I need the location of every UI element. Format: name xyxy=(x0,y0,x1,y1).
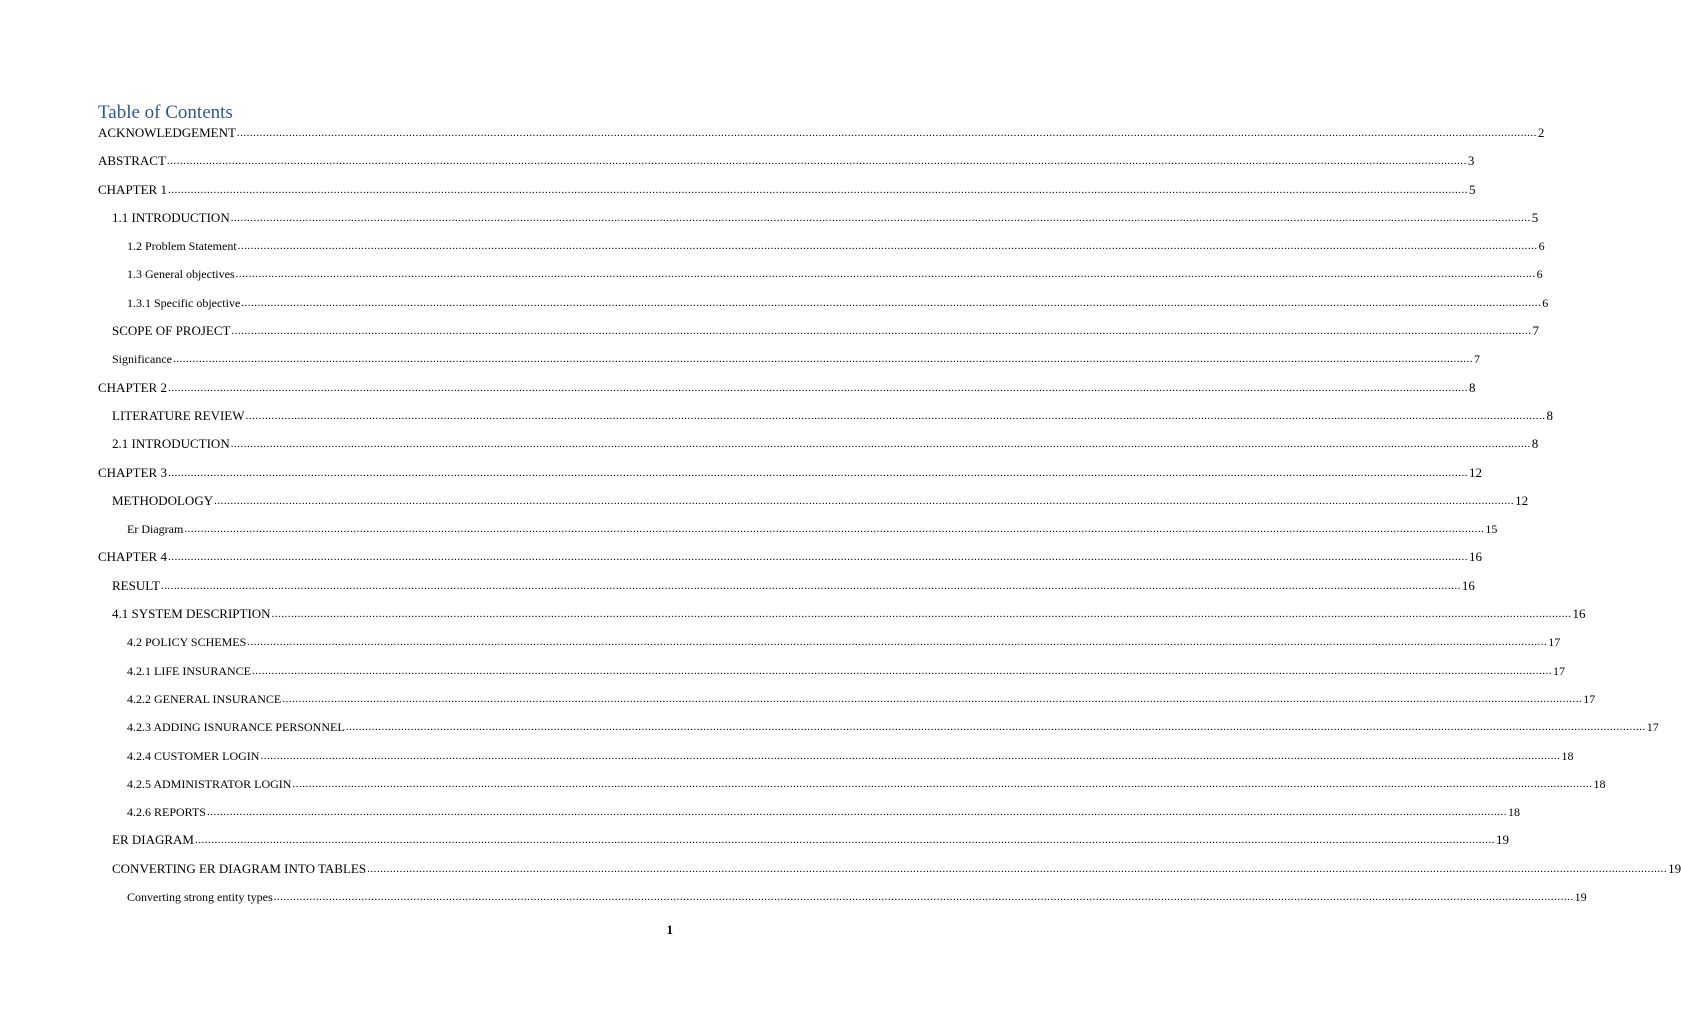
toc-entry-page: 12 xyxy=(1468,464,1482,480)
toc-entry[interactable] xyxy=(98,209,1539,237)
toc-entry-text: 4.2.2 GENERAL INSURANCE xyxy=(127,691,282,706)
toc-entry-page: 6 xyxy=(1536,267,1543,282)
toc-entry[interactable] xyxy=(98,152,1475,180)
toc-entry-page: 18 xyxy=(1561,748,1574,763)
dot-leader: ................................................................................................................................................................................................................................................................................................................................................................................................................ xyxy=(247,636,1548,649)
toc-entry-page: 18 xyxy=(1507,805,1520,820)
toc-entry-page: 8 xyxy=(1468,379,1476,395)
toc-entry[interactable] xyxy=(98,577,1475,605)
toc-title: Table of Contents xyxy=(98,102,233,123)
toc-entry-page: 16 xyxy=(1461,577,1475,593)
toc-entry[interactable] xyxy=(98,605,1586,633)
toc-entry-page: 16 xyxy=(1468,549,1482,565)
toc-entry-text: 1.3 General objectives xyxy=(127,267,235,282)
toc-entry-text: LITERATURE REVIEW xyxy=(112,407,245,423)
dot-leader: ................................................................................................................................................................................................................................................................................................................................................................................................................ xyxy=(231,325,1532,338)
dot-leader: ................................................................................................................................................................................................................................................................................................................................................................................................................ xyxy=(235,268,1536,281)
toc-entry[interactable] xyxy=(98,407,1554,435)
toc-entry-page: 19 xyxy=(1495,832,1509,848)
dot-leader: ................................................................................................................................................................................................................................................................................................................................................................................................................ xyxy=(194,834,1495,847)
toc-entry[interactable] xyxy=(98,633,1561,661)
dot-leader: ................................................................................................................................................................................................................................................................................................................................................................................................................ xyxy=(273,891,1574,904)
toc-entry-page: 18 xyxy=(1593,776,1606,791)
toc-entry[interactable] xyxy=(98,435,1539,463)
toc-entry-text: CONVERTING ER DIAGRAM INTO TABLES xyxy=(112,860,367,876)
toc-entry[interactable] xyxy=(98,718,1659,746)
toc-entry-text: 1.3.1 Specific objective xyxy=(127,295,241,310)
toc-entry-text: 4.1 SYSTEM DESCRIPTION xyxy=(112,606,271,622)
dot-leader: ................................................................................................................................................................................................................................................................................................................................................................................................................ xyxy=(206,806,1507,819)
toc-list xyxy=(98,124,1681,916)
toc-entry[interactable] xyxy=(98,690,1596,718)
toc-entry-text: 1.2 Problem Statement xyxy=(127,239,237,254)
toc-entry-text: CHAPTER 3 xyxy=(98,464,167,480)
toc-entry[interactable] xyxy=(98,860,1681,888)
toc-entry-text: 4.2 POLICY SCHEMES xyxy=(127,635,247,650)
toc-entry-page: 8 xyxy=(1531,436,1539,452)
toc-entry[interactable] xyxy=(98,775,1606,803)
toc-entry-page: 8 xyxy=(1546,407,1554,423)
dot-leader: ................................................................................................................................................................................................................................................................................................................................................................................................................ xyxy=(167,183,1468,196)
toc-entry[interactable] xyxy=(98,237,1545,265)
toc-entry[interactable] xyxy=(98,181,1476,209)
toc-entry-text: METHODOLOGY xyxy=(112,492,214,508)
toc-entry[interactable] xyxy=(98,888,1587,916)
dot-leader: ................................................................................................................................................................................................................................................................................................................................................................................................................ xyxy=(367,862,1668,875)
dot-leader: ................................................................................................................................................................................................................................................................................................................................................................................................................ xyxy=(245,409,1546,422)
toc-entry-page: 12 xyxy=(1515,492,1529,508)
toc-entry-text: 4.2.5 ADMINISTRATOR LOGIN xyxy=(127,776,292,791)
toc-entry-text: 4.2.1 LIFE INSURANCE xyxy=(127,663,252,678)
toc-entry-page: 6 xyxy=(1538,239,1545,254)
toc-entry-page: 19 xyxy=(1574,890,1587,905)
dot-leader: ................................................................................................................................................................................................................................................................................................................................................................................................................ xyxy=(282,692,1583,705)
toc-entry-text: 4.2.6 REPORTS xyxy=(127,805,206,820)
toc-entry-text: 1.1 INTRODUCTION xyxy=(112,209,230,225)
dot-leader: ................................................................................................................................................................................................................................................................................................................................................................................................................ xyxy=(252,664,1553,677)
dot-leader: ................................................................................................................................................................................................................................................................................................................................................................................................................ xyxy=(172,353,1473,366)
toc-entry[interactable] xyxy=(98,350,1480,378)
dot-leader: ................................................................................................................................................................................................................................................................................................................................................................................................................ xyxy=(214,494,1515,507)
toc-entry-page: 2 xyxy=(1537,125,1545,140)
toc-entry-page: 5 xyxy=(1531,209,1539,225)
toc-entry-page: 17 xyxy=(1548,635,1561,650)
toc-entry[interactable] xyxy=(98,548,1482,576)
toc-entry-text: CHAPTER 4 xyxy=(98,549,167,565)
toc-entry[interactable] xyxy=(98,124,1545,152)
toc-entry[interactable] xyxy=(98,492,1529,520)
dot-leader: ................................................................................................................................................................................................................................................................................................................................................................................................................ xyxy=(184,523,1485,536)
toc-entry-page: 6 xyxy=(1542,295,1549,310)
toc-entry-page: 5 xyxy=(1468,181,1476,197)
toc-entry[interactable] xyxy=(98,464,1482,492)
dot-leader: ................................................................................................................................................................................................................................................................................................................................................................................................................ xyxy=(167,466,1468,479)
toc-entry[interactable] xyxy=(98,520,1498,548)
toc-entry-text: RESULT xyxy=(112,577,160,593)
toc-entry-text: CHAPTER 1 xyxy=(98,181,167,197)
toc-entry-page: 17 xyxy=(1583,691,1596,706)
toc-entry-text: 2.1 INTRODUCTION xyxy=(112,436,230,452)
toc-entry[interactable] xyxy=(98,379,1476,407)
dot-leader: ................................................................................................................................................................................................................................................................................................................................................................................................................ xyxy=(160,579,1461,592)
toc-entry-page: 16 xyxy=(1572,606,1586,622)
toc-entry-text: ABSTRACT xyxy=(98,153,166,169)
toc-entry-page: 19 xyxy=(1668,860,1681,876)
toc-entry[interactable] xyxy=(98,747,1574,775)
dot-leader: ................................................................................................................................................................................................................................................................................................................................................................................................................ xyxy=(345,721,1646,734)
toc-entry-text: Significance xyxy=(112,352,172,367)
toc-entry-page: 15 xyxy=(1485,522,1498,537)
dot-leader: ................................................................................................................................................................................................................................................................................................................................................................................................................ xyxy=(167,381,1468,394)
dot-leader: ................................................................................................................................................................................................................................................................................................................................................................................................................ xyxy=(166,155,1467,168)
dot-leader: ................................................................................................................................................................................................................................................................................................................................................................................................................ xyxy=(292,777,1593,790)
dot-leader: ................................................................................................................................................................................................................................................................................................................................................................................................................ xyxy=(241,296,1542,309)
page-number: 1 xyxy=(666,922,673,937)
toc-entry[interactable] xyxy=(98,803,1520,831)
toc-entry-page: 7 xyxy=(1532,323,1539,339)
dot-leader: ................................................................................................................................................................................................................................................................................................................................................................................................................ xyxy=(236,127,1537,139)
dot-leader: ................................................................................................................................................................................................................................................................................................................................................................................................................ xyxy=(230,211,1531,224)
dot-leader: ................................................................................................................................................................................................................................................................................................................................................................................................................ xyxy=(167,551,1468,564)
toc-entry-text: 4.2.3 ADDING ISNURANCE PERSONNEL xyxy=(127,720,345,735)
toc-entry-text: Er Diagram xyxy=(127,522,184,537)
dot-leader: ................................................................................................................................................................................................................................................................................................................................................................................................................ xyxy=(260,749,1561,762)
toc-entry-text: 4.2.4 CUSTOMER LOGIN xyxy=(127,748,260,763)
toc-entry-page: 17 xyxy=(1553,663,1566,678)
toc-entry-text: ACKNOWLEDGEMENT xyxy=(98,125,236,140)
toc-entry[interactable] xyxy=(98,294,1549,322)
toc-entry-page: 3 xyxy=(1467,153,1475,169)
dot-leader: ................................................................................................................................................................................................................................................................................................................................................................................................................ xyxy=(271,608,1572,621)
toc-entry-page: 7 xyxy=(1473,352,1480,367)
toc-entry-text: SCOPE OF PROJECT xyxy=(112,323,231,339)
toc-entry[interactable] xyxy=(98,831,1509,859)
toc-entry-text: Converting strong entity types xyxy=(127,890,273,905)
toc-entry-text: ER DIAGRAM xyxy=(112,832,194,848)
toc-entry[interactable] xyxy=(98,322,1539,350)
toc-entry-page: 17 xyxy=(1646,720,1659,735)
toc-entry-text: CHAPTER 2 xyxy=(98,379,167,395)
toc-entry[interactable] xyxy=(98,662,1566,690)
dot-leader: ................................................................................................................................................................................................................................................................................................................................................................................................................ xyxy=(237,240,1538,253)
dot-leader: ................................................................................................................................................................................................................................................................................................................................................................................................................ xyxy=(230,438,1531,451)
toc-entry[interactable] xyxy=(98,265,1543,293)
